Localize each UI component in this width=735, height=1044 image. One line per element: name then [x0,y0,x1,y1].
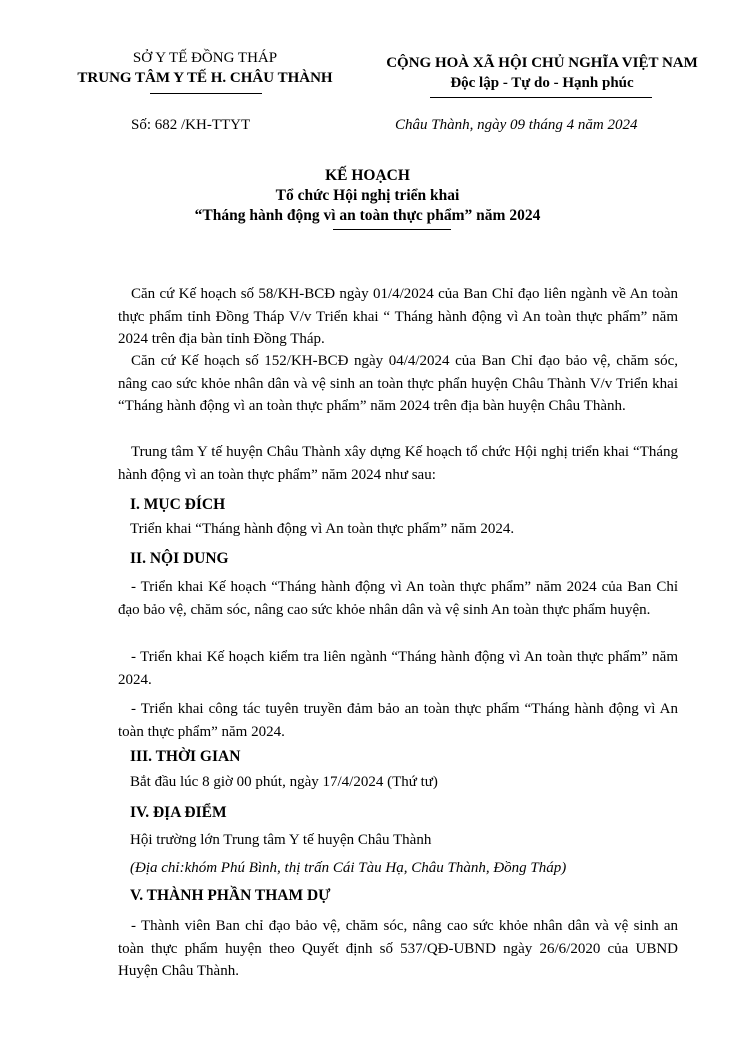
motto-underline [430,97,652,98]
agency-underline [150,93,262,94]
national-motto: Độc lập - Tự do - Hạnh phúc [450,75,634,91]
section-3-text: Bắt đầu lúc 8 giờ 00 phút, ngày 17/4/2024 (Thứ tư) [130,774,438,790]
section-5-item-1: - Thành viên Ban chỉ đạo bảo vệ, chăm sóc, nâng cao sức khỏe nhân dân và vệ sinh an toàn thực phẩm huyện theo Quyết định số 537/QĐ-UBND ngày 26/6/2020 của UBND Huyện Châu Thành. [118,918,678,979]
section-2-heading: II. NỘI DUNG [130,550,229,567]
country-name: CỘNG HOÀ XÃ HỘI CHỦ NGHĨA VIỆT NAM [386,55,698,71]
section-4-heading: IV. ĐỊA ĐIỂM [130,804,227,821]
intro-paragraph-2: Căn cứ Kế hoạch số 152/KH-BCĐ ngày 04/4/2024 của Ban Chỉ đạo bảo vệ, chăm sóc, nâng cao sức khỏe nhân dân và vệ sinh an toàn thực phẩn huyện Châu Thành V/v Triển khai “Tháng hành động vì an toàn thực phẩm” năm 2024 trên địa bàn huyện Châu Thành. [118,353,678,414]
intro-paragraph-3: Trung tâm Y tế huyện Châu Thành xây dựng Kế hoạch tổ chức Hội nghị triển khai “Tháng hành động vì an toàn thực phẩm” năm 2024 như sau: [118,444,678,483]
document-number [131,117,250,134]
title-underline [333,229,451,230]
section-2-item-3: - Triển khai công tác tuyên truyền đảm bảo an toàn thực phẩm “Tháng hành động vì An toàn thực phẩm” năm 2024. [118,701,678,740]
title-line-2: “Tháng hành động vì an toàn thực phẩm” năm 2024 [194,207,541,224]
doc-number-value: 682 [154,117,178,133]
section-2-item-1: - Triển khai Kế hoạch “Tháng hành động vì An toàn thực phẩm” năm 2024 của Ban Chỉ đạo bảo vệ, chăm sóc, nâng cao sức khỏe nhân dân và vệ sinh An toàn thực phẩm huyện. [118,579,678,618]
agency-parent: SỞ Y TẾ ĐỒNG THÁP [132,50,278,66]
title-line-1: Tổ chức Hội nghị triển khai [275,187,460,204]
document-type: KẾ HOẠCH [325,167,410,184]
section-3-heading: III. THỜI GIAN [130,748,241,765]
doc-number-code: /KH-TTYT [181,117,251,133]
section-4-text: Hội trường lớn Trung tâm Y tế huyện Châu Thành [130,832,432,848]
section-1-heading: I. MỤC ĐÍCH [130,496,226,513]
place-date: Châu Thành, ngày 09 tháng 4 năm 2024 [395,117,638,133]
section-4-address: (Địa chỉ:khóm Phú Bình, thị trấn Cái Tàu Hạ, Châu Thành, Đồng Tháp) [130,860,567,876]
intro-paragraph-1: Căn cứ Kế hoạch số 58/KH-BCĐ ngày 01/4/2024 của Ban Chỉ đạo liên ngành về An toàn thực phẩm tỉnh Đồng Tháp V/v Triển khai “ Tháng hành động vì An toàn thực phẩm” năm 2024 trên địa bàn tỉnh Đồng Tháp. [118,286,678,347]
section-2-item-2: - Triển khai Kế hoạch kiểm tra liên ngành “Tháng hành động vì An toàn thực phẩm” năm 2024. [118,649,678,688]
section-1-text: Triển khai “Tháng hành động vì An toàn thực phẩm” năm 2024. [130,521,515,537]
agency-name: TRUNG TÂM Y TẾ H. CHÂU THÀNH [77,70,333,86]
section-5-heading: V. THÀNH PHẦN THAM DỰ [130,887,331,904]
doc-number-label: Số: [131,117,152,133]
